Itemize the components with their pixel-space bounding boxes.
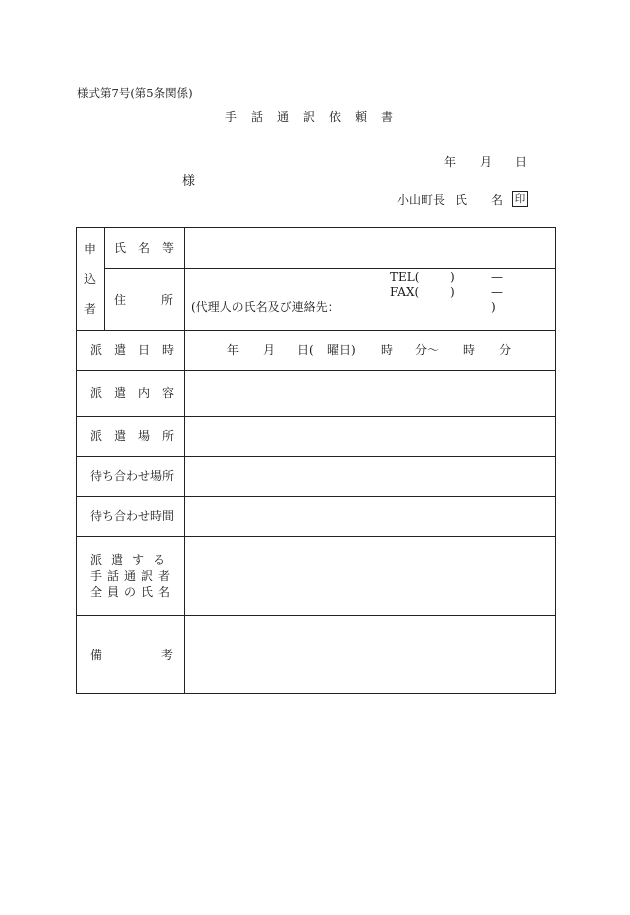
date-year-label: 年 bbox=[444, 155, 457, 169]
meeting-place-field[interactable] bbox=[185, 457, 555, 496]
applicant-group-char-2: 込 bbox=[83, 272, 96, 286]
request-form-table bbox=[76, 227, 556, 694]
seal-mark: 印 bbox=[512, 191, 528, 207]
remarks-label-1: 備 bbox=[90, 648, 103, 662]
dt-minute-start: 分〜 bbox=[415, 343, 440, 357]
meeting-time-field[interactable] bbox=[185, 497, 555, 536]
dispatch-content-field[interactable] bbox=[185, 371, 555, 416]
proxy-contact-close: ) bbox=[491, 300, 496, 314]
proxy-contact-label: (代理人の氏名及び連絡先： bbox=[191, 300, 340, 314]
dt-day: 日( bbox=[297, 343, 314, 357]
dt-hour-end: 時 bbox=[463, 343, 476, 357]
dispatch-datetime-label: 派遣日時 bbox=[90, 343, 187, 357]
dispatch-content-label: 派遣内容 bbox=[90, 386, 187, 400]
dt-minute-end: 分 bbox=[499, 343, 512, 357]
applicant-group-char-3: 者 bbox=[83, 302, 96, 316]
address-label-1: 住 bbox=[114, 293, 127, 307]
date-month-label: 月 bbox=[480, 155, 493, 169]
name-label-shi: 氏 bbox=[455, 193, 468, 207]
dt-weekday: 曜日) bbox=[327, 343, 356, 357]
fax-dash: — bbox=[491, 285, 503, 299]
addressee-suffix: 様 bbox=[182, 174, 196, 189]
tel-label: TEL( bbox=[390, 270, 420, 284]
dispatch-place-label: 派遣場所 bbox=[90, 429, 187, 443]
form-title: 手話通訳依頼書 bbox=[225, 110, 408, 124]
dt-year: 年 bbox=[227, 343, 240, 357]
interpreters-names-field[interactable] bbox=[185, 537, 555, 615]
name-label-mei: 名 bbox=[491, 193, 504, 207]
form-number: 様式第7号(第5条関係) bbox=[77, 86, 193, 100]
meeting-time-label: 待ち合わせ時間 bbox=[90, 509, 175, 523]
fax-close-paren: ) bbox=[450, 285, 455, 299]
applicant-name-label: 氏名等 bbox=[114, 241, 187, 255]
interpreters-label-line3: 全員の氏名 bbox=[90, 585, 176, 599]
date-day-label: 日 bbox=[515, 155, 528, 169]
remarks-label-2: 考 bbox=[161, 648, 174, 662]
mayor-label: 小山町長 bbox=[397, 193, 446, 207]
address-label-2: 所 bbox=[161, 293, 174, 307]
applicant-name-field[interactable] bbox=[185, 228, 555, 268]
fax-label: FAX( bbox=[390, 285, 420, 299]
tel-close-paren: ) bbox=[450, 270, 455, 284]
interpreters-label-line2: 手話通訳者 bbox=[90, 569, 176, 583]
applicant-group-char-1: 申 bbox=[83, 242, 96, 256]
dispatch-place-field[interactable] bbox=[185, 417, 555, 456]
tel-dash: — bbox=[491, 270, 503, 284]
dt-hour-start: 時 bbox=[381, 343, 394, 357]
dt-month: 月 bbox=[263, 343, 276, 357]
remarks-field[interactable] bbox=[185, 616, 555, 693]
interpreters-label-line1: 派遣する bbox=[90, 553, 175, 567]
meeting-place-label: 待ち合わせ場所 bbox=[90, 469, 175, 483]
